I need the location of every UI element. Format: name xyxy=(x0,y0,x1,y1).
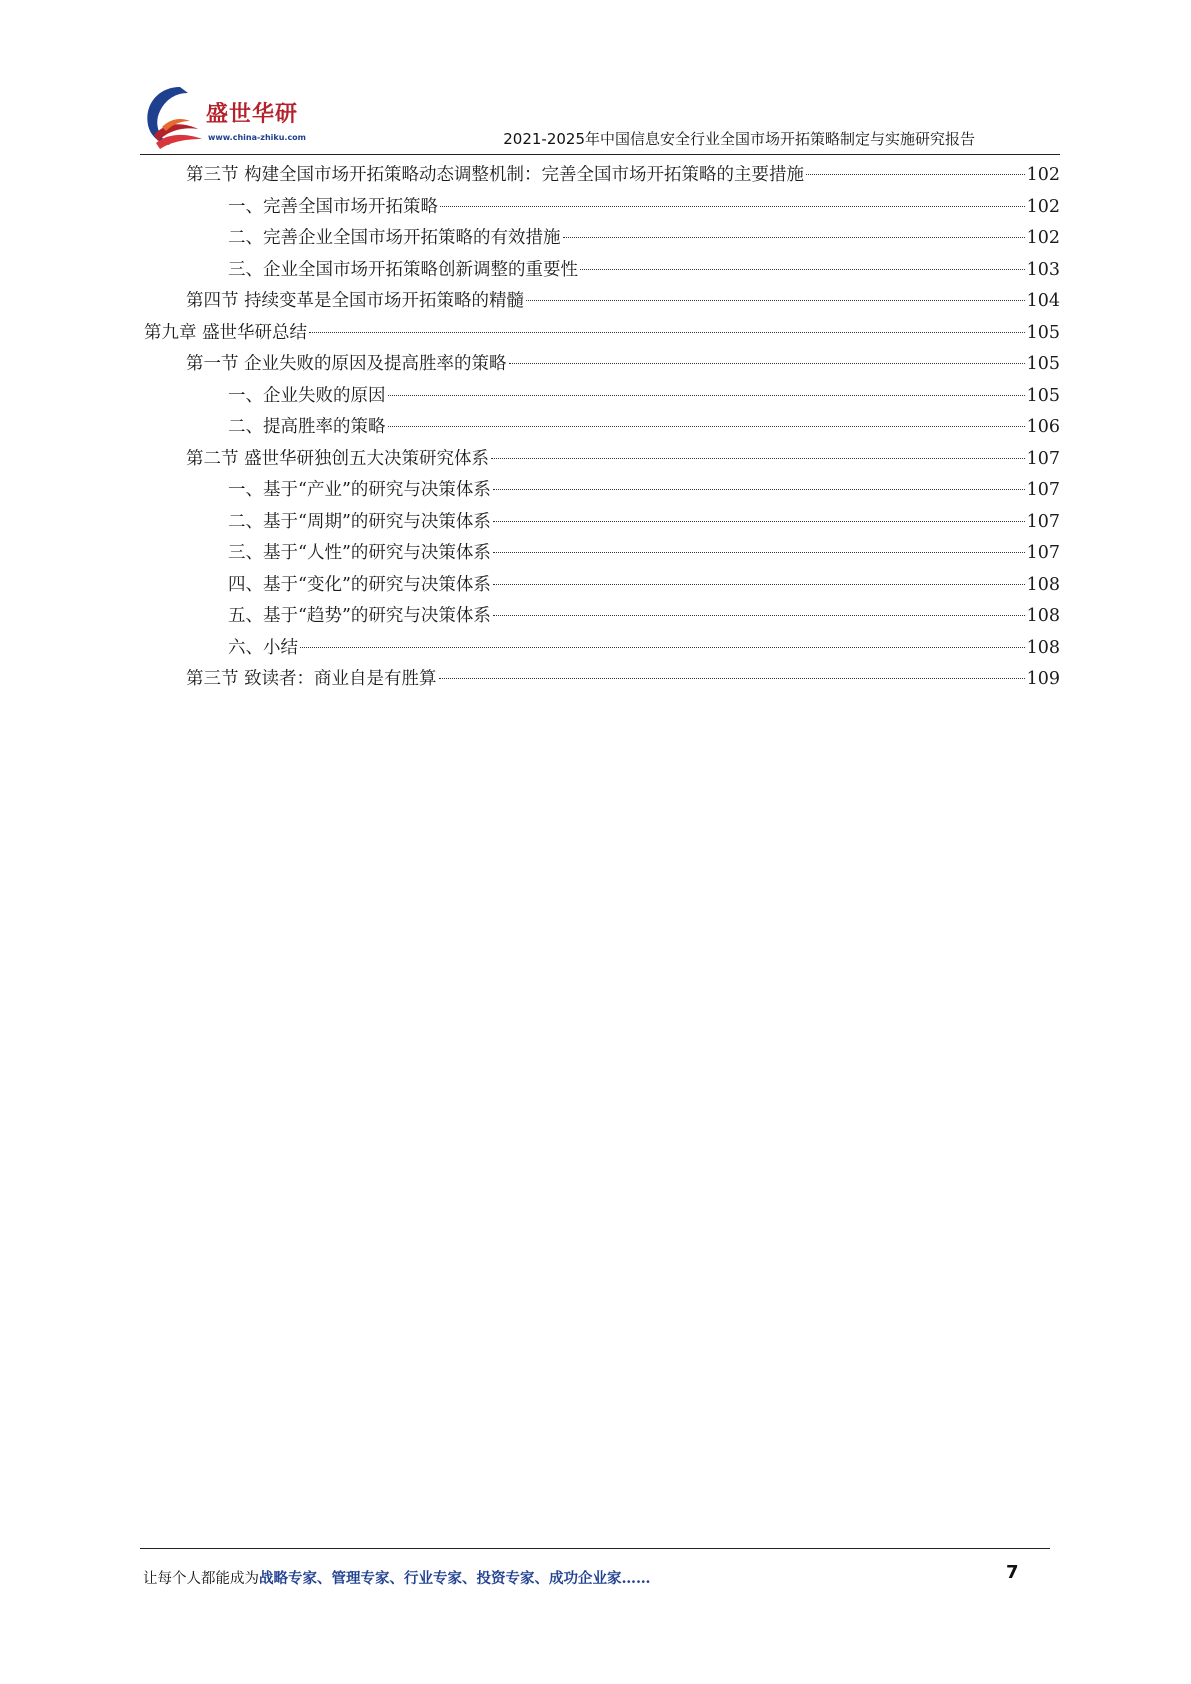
toc-entry-page: 104 xyxy=(1026,291,1060,311)
toc-entry[interactable] xyxy=(140,570,1060,602)
toc-dot-leader xyxy=(388,395,1025,396)
toc-entry-page: 105 xyxy=(1026,354,1060,374)
toc-entry[interactable] xyxy=(140,444,1060,476)
toc-entry-title: 一、完善全国市场开拓策略 xyxy=(228,196,438,217)
toc-entry[interactable] xyxy=(140,507,1060,539)
toc-entry-title: 一、企业失败的原因 xyxy=(228,385,386,406)
toc-dot-leader xyxy=(526,300,1025,301)
toc-entry-page: 106 xyxy=(1026,417,1060,437)
toc-entry-page: 107 xyxy=(1026,448,1060,469)
toc-entry-page: 107 xyxy=(1026,511,1060,532)
toc-entry-title: 二、基于“周期”的研究与决策体系 xyxy=(228,511,491,532)
toc-entry[interactable] xyxy=(140,160,1060,192)
toc-entry[interactable] xyxy=(140,601,1060,633)
toc-entry-page: 105 xyxy=(1026,385,1060,406)
toc-dot-leader xyxy=(439,678,1025,679)
toc-entry-title: 二、完善企业全国市场开拓策略的有效措施 xyxy=(228,228,561,248)
toc-entry[interactable] xyxy=(140,412,1060,444)
toc-entry[interactable] xyxy=(140,349,1060,381)
toc-entry[interactable] xyxy=(140,318,1060,350)
toc-entry-title: 第一节 企业失败的原因及提高胜率的策略 xyxy=(186,354,507,374)
toc-entry[interactable] xyxy=(140,223,1060,255)
toc-dot-leader xyxy=(309,332,1025,333)
toc-dot-leader xyxy=(580,269,1025,270)
toc-dot-leader xyxy=(563,237,1025,238)
toc-dot-leader xyxy=(300,647,1025,648)
toc-entry-page: 109 xyxy=(1026,669,1060,689)
table-of-contents xyxy=(140,160,1060,696)
page-header xyxy=(140,78,1060,156)
toc-entry-title: 三、企业全国市场开拓策略创新调整的重要性 xyxy=(228,259,578,280)
toc-entry-title: 第三节 构建全国市场开拓策略动态调整机制：完善全国市场开拓策略的主要措施 xyxy=(186,165,805,185)
toc-entry-title: 一、基于“产业”的研究与决策体系 xyxy=(228,480,491,500)
toc-dot-leader xyxy=(440,206,1025,207)
footer-divider xyxy=(140,1548,1050,1549)
toc-entry[interactable] xyxy=(140,538,1060,570)
toc-dot-leader xyxy=(493,615,1025,616)
toc-entry-page: 105 xyxy=(1026,322,1060,343)
toc-entry[interactable] xyxy=(140,192,1060,224)
brand-url: www.china-zhiku.com xyxy=(208,133,307,142)
toc-entry-title: 第三节 致读者：商业自是有胜算 xyxy=(186,669,437,689)
brand-name: 盛世华研 xyxy=(206,102,299,127)
slogan-prefix: 让每个人都能成为 xyxy=(143,1571,259,1587)
toc-dot-leader xyxy=(806,174,1025,175)
toc-entry-page: 108 xyxy=(1026,606,1060,626)
toc-entry-title: 第二节 盛世华研独创五大决策研究体系 xyxy=(186,448,490,469)
toc-entry-page: 102 xyxy=(1026,165,1060,185)
toc-entry-page: 102 xyxy=(1026,196,1060,217)
toc-dot-leader xyxy=(509,363,1025,364)
toc-entry[interactable] xyxy=(140,633,1060,665)
toc-entry[interactable] xyxy=(140,255,1060,287)
toc-entry-title: 五、基于“趋势”的研究与决策体系 xyxy=(228,606,491,626)
toc-dot-leader xyxy=(493,584,1025,585)
page-number: 7 xyxy=(1006,1562,1019,1583)
report-title: 2021-2025年中国信息安全行业全国市场开拓策略制定与实施研究报告 xyxy=(503,130,975,148)
toc-dot-leader xyxy=(388,426,1025,427)
toc-entry-page: 102 xyxy=(1026,228,1060,248)
toc-dot-leader xyxy=(493,521,1025,522)
toc-entry[interactable] xyxy=(140,475,1060,507)
toc-entry-title: 第四节 持续变革是全国市场开拓策略的精髓 xyxy=(186,291,525,311)
toc-entry-title: 四、基于“变化”的研究与决策体系 xyxy=(228,574,491,595)
header-divider xyxy=(140,154,1060,155)
toc-entry[interactable] xyxy=(140,286,1060,318)
toc-entry-page: 108 xyxy=(1026,574,1060,595)
toc-entry-title: 第九章 盛世华研总结 xyxy=(144,322,308,343)
footer-slogan xyxy=(143,1567,651,1588)
toc-entry[interactable] xyxy=(140,664,1060,696)
toc-entry-title: 二、提高胜率的策略 xyxy=(228,417,386,437)
toc-dot-leader xyxy=(491,458,1025,459)
toc-dot-leader xyxy=(493,489,1025,490)
logo-swoosh-icon xyxy=(140,83,210,153)
toc-entry-title: 三、基于“人性”的研究与决策体系 xyxy=(228,543,491,563)
toc-dot-leader xyxy=(493,552,1025,553)
toc-entry-page: 103 xyxy=(1026,259,1060,280)
toc-entry-title: 六、小结 xyxy=(228,637,298,658)
toc-entry-page: 107 xyxy=(1026,543,1060,563)
slogan-roles: 战略专家、管理专家、行业专家、投资专家、成功企业家…… xyxy=(259,1570,651,1587)
toc-entry[interactable] xyxy=(140,381,1060,413)
toc-entry-page: 108 xyxy=(1026,637,1060,658)
toc-entry-page: 107 xyxy=(1026,480,1060,500)
brand-logo xyxy=(140,83,320,153)
